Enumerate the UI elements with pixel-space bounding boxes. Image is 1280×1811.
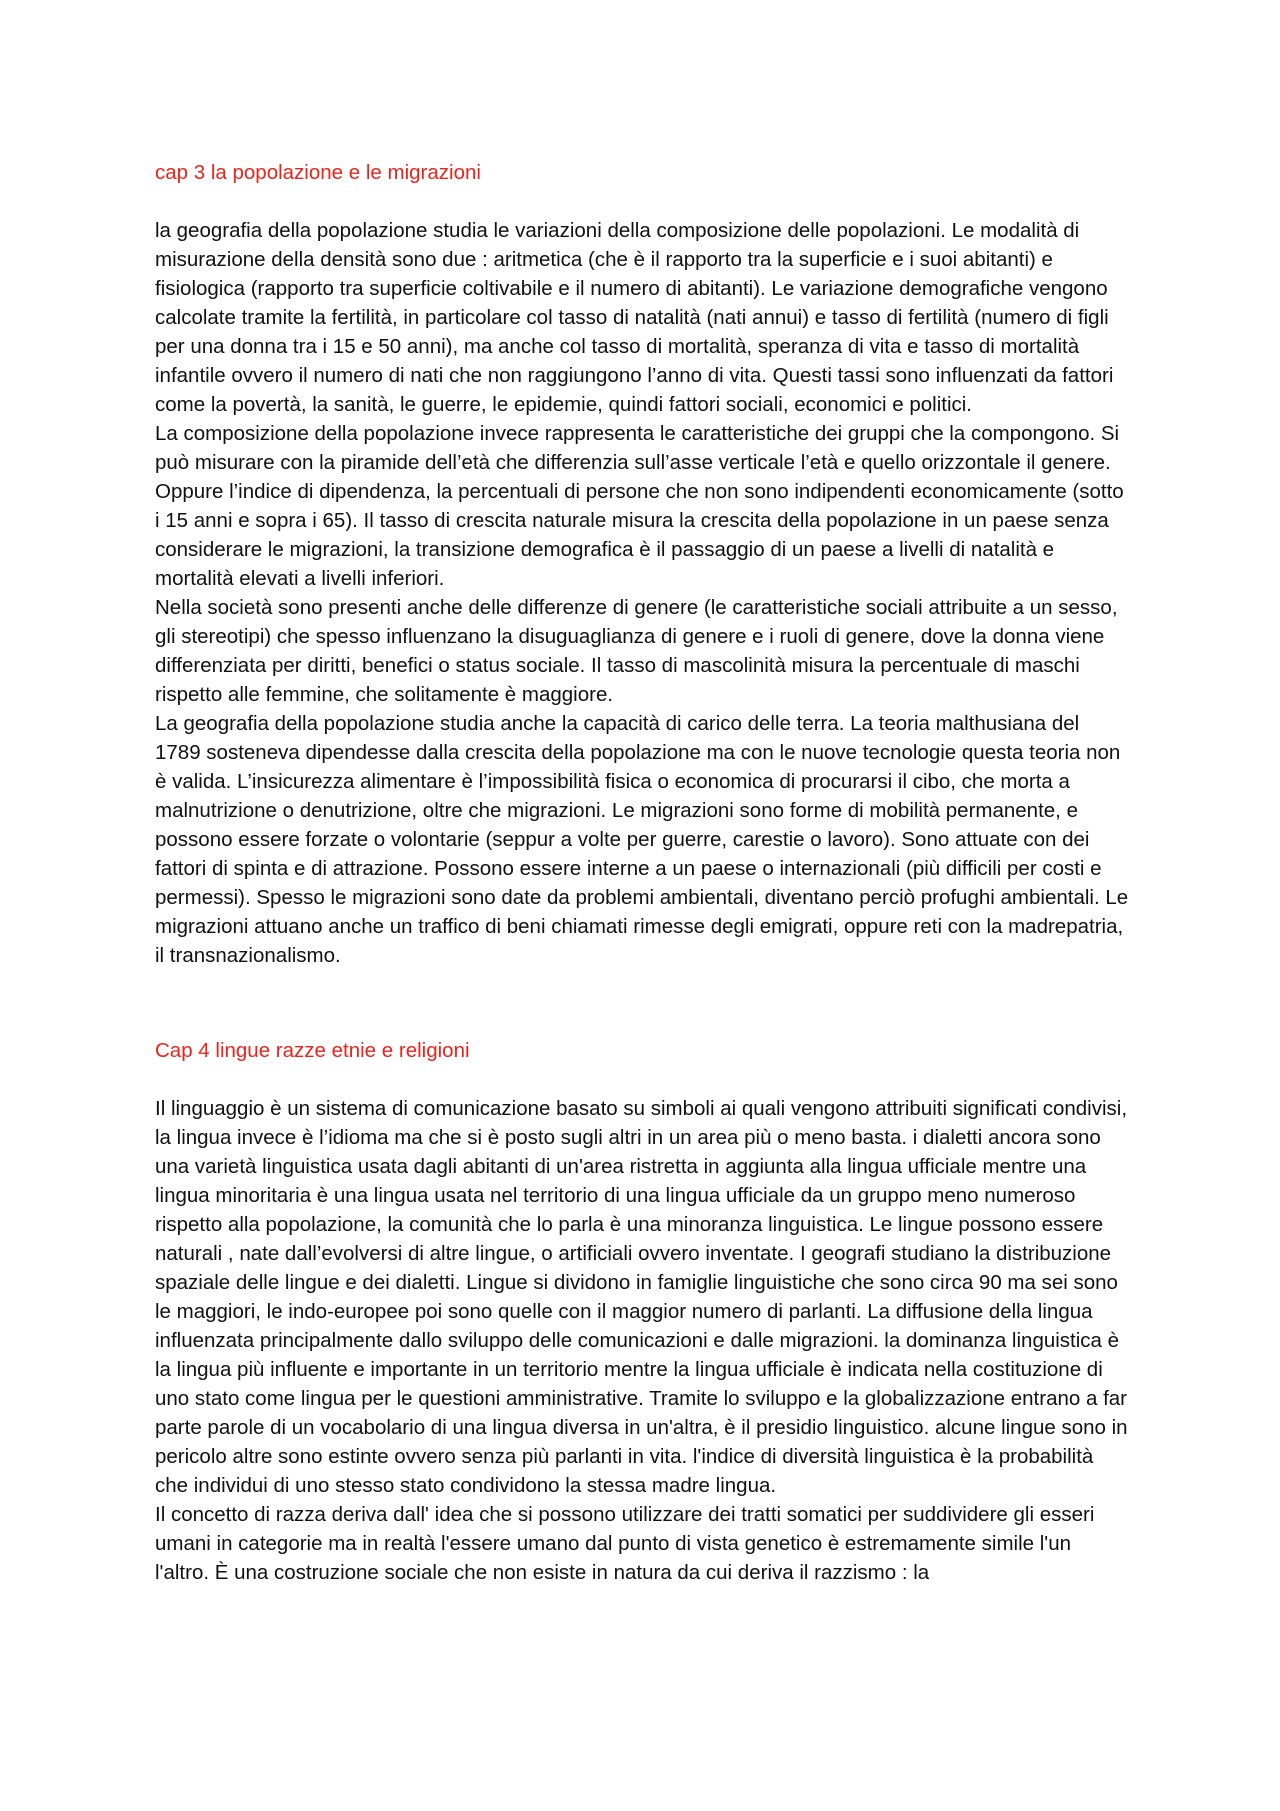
paragraph: la geografia della popolazione studia le variazioni della composizione delle popolazioni. Le modalità di misurazione della densità sono due : aritmetica (che è il rapporto tra la superficie e i suoi abitanti) e fisiologica (rapporto tra superficie coltivabile e il numero di abitanti). Le variazione demografiche vengono calcolate tramite la fertilità, in particolare col tasso di natalità (nati annui) e tasso di fertilità (numero di figli per una donna tra i 15 e 50 anni), ma anche col tasso di mortalità, speranza di vita e tasso di mortalità infantile ovvero il numero di nati che non raggiungono l’anno di vita. Questi tassi sono influenzati da fattori come la povertà, la sanità, le guerre, le epidemie, quindi fattori sociali, economici e politici. <box>155 219 1114 416</box>
spacer <box>155 1065 1130 1094</box>
spacer <box>155 187 1130 216</box>
document-body <box>155 150 1130 1587</box>
paragraph: La composizione della popolazione invece rappresenta le caratteristiche dei gruppi che la compongono. Si può misurare con la piramide dell’età che differenzia sull’asse verticale l’età e quello orizzontale il genere. Oppure l’indice di dipendenza, la percentuali di persone che non sono indipendenti economicamente (sotto i 15 anni e sopra i 65). Il tasso di crescita naturale misura la crescita della popolazione in un paese senza considerare le migrazioni, la transizione demografica è il passaggio di un paese a livelli di natalità e mortalità elevati a livelli inferiori. <box>155 422 1124 590</box>
paragraph: Il linguaggio è un sistema di comunicazione basato su simboli ai quali vengono attribuiti significati condivisi, la lingua invece è l’idioma ma che si è posto sugli altri in un area più o meno basta. i dialetti ancora sono una varietà linguistica usata dagli abitanti di un'area ristretta in aggiunta alla lingua ufficiale mentre una lingua minoritaria è una lingua usata nel territorio di una lingua ufficiale da un gruppo meno numeroso rispetto alla popolazione, la comunità che lo parla è una minoranza linguistica. Le lingue possono essere naturali , nate dall’evolversi di altre lingue, o artificiali ovvero inventate. I geografi studiano la distribuzione spaziale delle lingue e dei dialetti. Lingue si dividono in famiglie linguistiche che sono circa 90 ma sei sono le maggiori, le indo-europee poi sono quelle con il maggior numero di parlanti. La diffusione della lingua influenzata principalmente dallo sviluppo delle comunicazioni e dalle migrazioni. la dominanza linguistica è la lingua più influente e importante in un territorio mentre la lingua ufficiale è indicata nella costituzione di uno stato come lingua per le questioni amministrative. Tramite lo sviluppo e la globalizzazione entrano a far parte parole di un vocabolario di una lingua diversa in un'altra, è il presidio linguistico. alcune lingue sono in pericolo altre sono estinte ovvero senza più parlanti in vita. l'indice di diversità linguistica è la probabilità che individui di uno stesso stato condividono la stessa madre lingua. <box>155 1097 1128 1497</box>
paragraph: Nella società sono presenti anche delle differenze di genere (le caratteristiche sociali attribuite a un sesso, gli stereotipi) che spesso influenzano la disuguaglianza di genere e i ruoli di genere, dove la donna viene differenziata per diritti, benefici o status sociale. Il tasso di mascolinità misura la percentuale di maschi rispetto alle femmine, che solitamente è maggiore. <box>155 596 1118 706</box>
spacer <box>155 970 1130 1028</box>
section-cap-3 <box>155 158 1130 970</box>
paragraph: Il concetto di razza deriva dall' idea che si possono utilizzare dei tratti somatici per suddividere gli esseri umani in categorie ma in realtà l'essere umano dal punto di vista genetico è estremamente simile l'un l'altro. È una costruzione sociale che non esiste in natura da cui deriva il razzismo : la <box>155 1503 1095 1584</box>
section-cap-4 <box>155 1036 1130 1587</box>
section-heading: Cap 4 lingue razze etnie e religioni <box>155 1039 470 1062</box>
paragraph: La geografia della popolazione studia anche la capacità di carico delle terra. La teoria malthusiana del 1789 sosteneva dipendesse dalla crescita della popolazione ma con le nuove tecnologie questa teoria non è valida. L’insicurezza alimentare è l’impossibilità fisica o economica di procurarsi il cibo, che morta a malnutrizione o denutrizione, oltre che migrazioni. Le migrazioni sono forme di mobilità permanente, e possono essere forzate o volontarie (seppur a volte per guerre, carestie o lavoro). Sono attuate con dei fattori di spinta e di attrazione. Possono essere interne a un paese o internazionali (più difficili per costi e permessi). Spesso le migrazioni sono date da problemi ambientali, diventano perciò profughi ambientali. Le migrazioni attuano anche un traffico di beni chiamati rimesse degli emigrati, oppure reti con la madrepatria, il transnazionalismo. <box>155 712 1129 967</box>
section-heading: cap 3 la popolazione e le migrazioni <box>155 161 481 184</box>
